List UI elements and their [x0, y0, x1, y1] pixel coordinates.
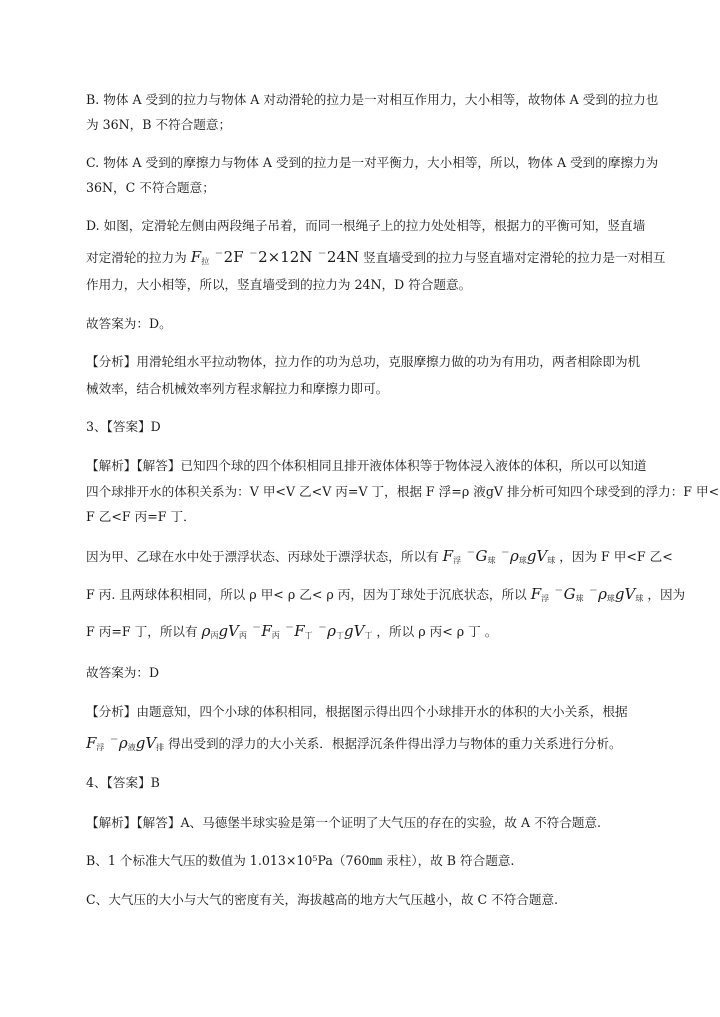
formula-symbol: ρ: [327, 622, 336, 640]
formula-symbol: gV: [614, 585, 636, 603]
formula-subscript: 球: [487, 556, 496, 565]
equals-mark: ⁼⁼: [110, 736, 117, 745]
formula-symbol: gV: [218, 622, 239, 640]
text: ，所以 ρ 丙< ρ 丁 。: [376, 624, 498, 639]
formula-subscript: 球: [518, 556, 527, 565]
formula-subscript: 浮: [541, 594, 550, 603]
formula-symbol: ρ: [201, 622, 211, 640]
formula-subscript: 球: [606, 594, 615, 603]
equals-mark: ⁼⁼: [467, 549, 474, 558]
solution-3-line2: 四个球排开水的体积关系为：V 甲<V 乙<V 丙=V 丁，根据 F 浮=ρ 液gV 排分析可知四个球受到的浮力：F 甲<: [86, 484, 720, 499]
formula-subscript: 丙: [271, 631, 280, 640]
formula-subscript: 球: [547, 556, 556, 565]
text: ，因为: [647, 587, 686, 602]
formula-subscript: 浮: [96, 743, 105, 752]
formula-subscript: 球: [575, 594, 584, 603]
solution-3-line4: [86, 537, 676, 578]
formula-subscript: 丙: [210, 631, 219, 640]
solution-4-line2: B、1 个标准大气压的数值为 1.013×10⁵Pa（760㎜ 汞柱），故 B 符合题意.: [86, 853, 515, 868]
solution-3-line5: [86, 575, 686, 616]
equals-mark: ⁼⁼: [249, 250, 257, 259]
formula-symbol: ρ: [118, 734, 128, 752]
paragraph-b-line1: B. 物体 A 受到的拉力与物体 A 对动滑轮的拉力是一对相互作用力，大小相等，故物体 A 受到的拉力也: [86, 92, 659, 107]
text: ，因为 F 甲<F 乙<: [559, 549, 673, 564]
paragraph-d-line1: D. 如图，定滑轮左侧由两段绳子吊着，而同一根绳子上的拉力处处相等，根据力的平衡可知，竖直墙: [86, 218, 646, 233]
equals-mark: ⁼⁼: [252, 624, 260, 633]
formula-symbol: ρ: [598, 585, 607, 603]
formula-subscript: 丁: [335, 631, 344, 640]
paragraph-c-line2: 36N，C 不符合题意；: [86, 180, 215, 195]
formula-symbol: F: [530, 585, 542, 603]
formula-symbol: F: [294, 622, 305, 640]
analysis-2-line1: 【分析】由题意知，四个小球的体积相同，根据图示得出四个小球排开水的体积的大小关系，根据: [86, 704, 628, 719]
formula-symbol: gV: [526, 547, 548, 565]
formula-symbol: G: [563, 585, 576, 603]
formula-subscript: 液: [127, 743, 136, 752]
analysis-2-line2: [86, 724, 676, 765]
question-4-heading: 4、【答案】B: [86, 775, 160, 790]
solution-4-line3: C、大气压的大小与大气的密度有关，海拔越高的地方大气压越小，故 C 不符合题意.: [86, 892, 559, 907]
equals-mark: ⁼⁼: [215, 250, 222, 259]
formula-symbol: gV: [343, 622, 365, 640]
equals-mark: ⁼⁼: [285, 624, 293, 633]
formula-value: 24N: [326, 248, 360, 266]
formula-subscript: 丙: [238, 631, 247, 640]
formula-symbol: F: [86, 734, 97, 752]
formula-subscript: 丁: [304, 631, 313, 640]
formula-symbol: ρ: [509, 547, 519, 565]
text: 因为甲、乙球在水中处于漂浮状态、丙球处于漂浮状态，所以有: [86, 549, 439, 564]
formula-value: 2F: [223, 248, 244, 266]
formula-symbol: G: [475, 547, 488, 565]
text: F 丙=F 丁，所以有: [86, 624, 198, 639]
paragraph-b-line2: 为 36N，B 不符合题意；: [86, 117, 232, 132]
formula-subscript: 排: [156, 743, 165, 752]
solution-3-line1: 【解析】【解答】已知四个球的四个体积相同且排开液体体积等于物体浸入液体的体积，所以可以知道: [86, 458, 647, 473]
solution-3-line6: [86, 612, 676, 653]
analysis-1-line1: 【分析】用滑轮组水平拉动物体，拉力作的功为总功，克服摩擦力做的功为有用功，两者相除即为机: [86, 354, 641, 369]
equals-mark: ⁼⁼: [318, 624, 326, 633]
text: 对定滑轮的拉力为: [86, 250, 187, 265]
analysis-1-line2: 械效率，结合机械效率列方程求解拉力和摩擦力即可。: [86, 381, 389, 396]
formula-symbol: F: [442, 547, 454, 565]
paragraph-c-line1: C. 物体 A 受到的摩擦力与物体 A 受到的拉力是一对平衡力，大小相等，所以，物体 A 受到的摩擦力为: [86, 155, 659, 170]
formula-subscript: 浮: [453, 556, 462, 565]
text: 竖直墙受到的拉力与竖直墙对定滑轮的拉力是一对相互: [363, 250, 666, 265]
formula-symbol: F: [190, 248, 202, 266]
equals-mark: ⁼⁼: [318, 250, 325, 259]
formula-symbol: F: [261, 622, 272, 640]
equals-mark: ⁼⁼: [501, 549, 508, 558]
text: F 丙. 且两球体积相同，所以 ρ 甲< ρ 乙< ρ 丙，因为丁球处于沉底状态，所以: [86, 587, 527, 602]
solution-3-line3: F 乙<F 丙=F 丁．: [86, 509, 196, 524]
solution-4-line1: 【解析】【解答】A、马德堡半球实验是第一个证明了大气压的存在的实验，故 A 不符合题意.: [86, 815, 602, 830]
text: 得出受到的浮力的大小关系．根据浮沉条件得出浮力与物体的重力关系进行分析。: [168, 736, 622, 751]
paragraph-d-line3: 作用力，大小相等，所以，竖直墙受到的拉力为 24N，D 符合题意。: [86, 277, 472, 292]
equals-mark: ⁼⁼: [589, 587, 597, 596]
formula-subscript: 拉: [201, 257, 210, 266]
answer-line-1: 故答案为：D。: [86, 316, 172, 331]
formula-subscript: 球: [635, 594, 644, 603]
formula-value: 2×12N: [258, 248, 313, 266]
equals-mark: ⁼⁼: [555, 587, 562, 596]
question-3-heading: 3、【答案】D: [86, 419, 161, 434]
formula-subscript: 丁: [364, 631, 373, 640]
formula-symbol: gV: [135, 734, 157, 752]
answer-line-2: 故答案为：D: [86, 665, 160, 680]
